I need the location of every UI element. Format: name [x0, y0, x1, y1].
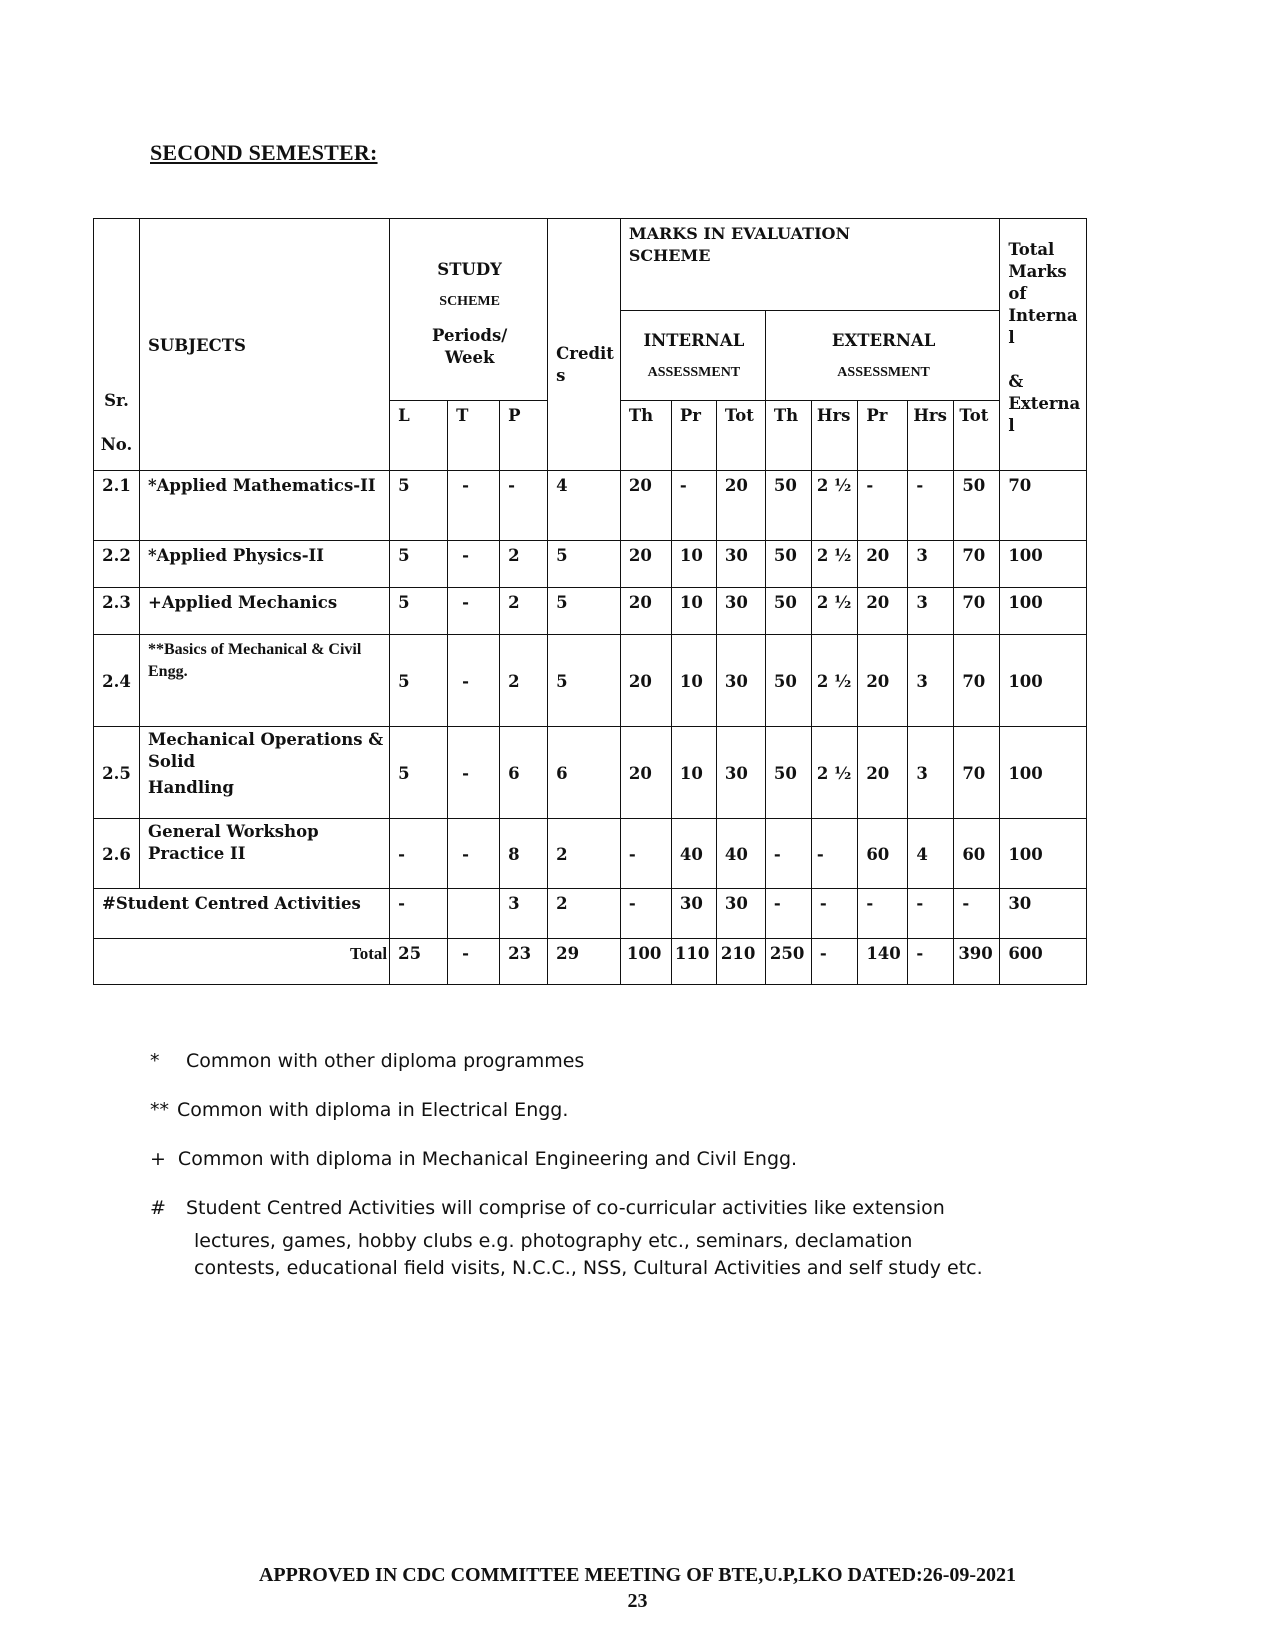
row-subject-line: **Basics of Mechanical & Civil [148, 641, 362, 658]
row-cell: - [620, 819, 671, 889]
row-cell: 20 [620, 588, 671, 635]
page-title: SECOND SEMESTER: [150, 140, 378, 165]
row-subject-line: General Workshop [148, 822, 319, 841]
row-cell: 50 [765, 635, 811, 727]
footnote-common-electrical [150, 1097, 1150, 1124]
row-cell: - [500, 471, 548, 541]
row-cell: 10 [671, 727, 716, 819]
header-total-line1: Total [1008, 240, 1055, 259]
row-cell: 2 ½ [811, 541, 857, 588]
row-cell: 70 [954, 635, 1000, 727]
row-cell: - [448, 635, 500, 727]
row-cell: 30 [716, 889, 765, 939]
total-cell: 110 [671, 939, 716, 985]
row-cell: 50 [765, 471, 811, 541]
row-cell: 2 [548, 819, 621, 889]
row-cell: 3 [500, 889, 548, 939]
table-row-activities [94, 889, 1087, 939]
row-total: 100 [1000, 819, 1087, 889]
row-cell: 20 [858, 541, 908, 588]
footnote-student-activities [150, 1195, 1150, 1222]
row-sr: 2.5 [94, 727, 140, 819]
row-cell: 6 [500, 727, 548, 819]
row-cell: 2 [500, 541, 548, 588]
header-l: L [390, 401, 448, 471]
footnote-symbol: * [150, 1050, 160, 1072]
row-total: 100 [1000, 727, 1087, 819]
row-total: 100 [1000, 541, 1087, 588]
row-total: 70 [1000, 471, 1087, 541]
row-cell: 5 [390, 471, 448, 541]
header-internal-assessment [620, 311, 765, 401]
row-cell: - [448, 819, 500, 889]
row-cell: 2 [548, 889, 621, 939]
row-cell: - [908, 471, 954, 541]
total-cell: - [908, 939, 954, 985]
header-t: T [448, 401, 500, 471]
footnote-symbol: + [150, 1148, 166, 1170]
row-cell [448, 889, 500, 939]
row-cell: 5 [548, 588, 621, 635]
row-cell: - [390, 889, 448, 939]
row-cell: - [620, 889, 671, 939]
header-marks-line2: SCHEME [628, 246, 711, 265]
header-sr-line: Sr. [104, 391, 129, 410]
total-label [94, 939, 390, 985]
header-external-assessment [765, 311, 999, 401]
total-cell: - [448, 939, 500, 985]
footnote-text: Common with diploma in Electrical Engg. [177, 1099, 569, 1121]
row-cell: 3 [908, 541, 954, 588]
activities-label: #Student Centred Activities [94, 889, 390, 939]
header-marks-line1: MARKS IN EVALUATION [628, 224, 851, 243]
row-cell: 30 [716, 727, 765, 819]
total-cell: 25 [390, 939, 448, 985]
row-cell: 70 [954, 588, 1000, 635]
row-cell: 20 [620, 471, 671, 541]
row-sr: 2.3 [94, 588, 140, 635]
row-cell: 50 [765, 727, 811, 819]
footnote-text: Common with diploma in Mechanical Engineering and Civil Engg. [177, 1148, 798, 1170]
row-cell: 20 [620, 635, 671, 727]
row-cell: 20 [620, 727, 671, 819]
row-cell: - [448, 588, 500, 635]
row-sr: 2.2 [94, 541, 140, 588]
row-cell: 4 [548, 471, 621, 541]
header-study-label: STUDY [437, 259, 502, 279]
header-marks-evaluation [620, 219, 999, 311]
footnote-common-other [150, 1048, 1150, 1075]
header-scheme-label: SCHEME [439, 293, 500, 309]
row-subject-line: Handling [148, 778, 234, 797]
total-cell: - [811, 939, 857, 985]
row-cell: - [858, 471, 908, 541]
header-total-line5: l [1008, 328, 1015, 347]
row-cell: 70 [954, 727, 1000, 819]
page-footer [0, 1562, 1275, 1614]
footnote-symbol: # [150, 1197, 166, 1219]
header-internal-sub: ASSESSMENT [647, 364, 741, 380]
header-total-marks [1000, 219, 1087, 471]
approval-line: APPROVED IN CDC COMMITTEE MEETING OF BTE,U.P,LKO DATED:26-09-2021 [258, 1564, 1017, 1586]
total-cell: 29 [548, 939, 621, 985]
row-cell: 30 [716, 541, 765, 588]
header-periods-label: Periods/ [431, 325, 508, 345]
header-credits [548, 219, 621, 471]
row-cell: 5 [548, 541, 621, 588]
row-cell: 2 [500, 635, 548, 727]
table-row [94, 471, 1087, 541]
row-sr: 2.6 [94, 819, 140, 889]
row-cell: - [811, 819, 857, 889]
row-cell: 2 ½ [811, 588, 857, 635]
header-internal-th: Th [620, 401, 671, 471]
row-cell: 30 [716, 635, 765, 727]
row-subject: +Applied Mechanics [140, 588, 390, 635]
row-cell: - [671, 471, 716, 541]
row-cell: 5 [390, 727, 448, 819]
header-total-line2: Marks [1008, 262, 1067, 281]
row-sr: 2.1 [94, 471, 140, 541]
row-cell: 5 [390, 588, 448, 635]
row-cell: 5 [548, 635, 621, 727]
row-total: 30 [1000, 889, 1087, 939]
total-cell: 140 [858, 939, 908, 985]
table-row [94, 819, 1087, 889]
row-subject-line: Engg. [148, 663, 188, 680]
footnote-symbol: ** [150, 1099, 169, 1121]
row-cell: 3 [908, 727, 954, 819]
row-subject [140, 819, 390, 889]
table-row-total [94, 939, 1087, 985]
header-internal-label: INTERNAL [643, 330, 745, 350]
row-subject: *Applied Mathematics-II [140, 471, 390, 541]
table-row [94, 727, 1087, 819]
total-cell: 100 [620, 939, 671, 985]
row-cell: 20 [858, 727, 908, 819]
footnote-continuation: lectures, games, hobby clubs e.g. photography etc., seminars, declamation [194, 1230, 913, 1252]
header-subjects [140, 219, 390, 471]
header-external-tot: Tot [954, 401, 1000, 471]
header-credits-line2: s [556, 365, 566, 385]
row-cell: 2 ½ [811, 727, 857, 819]
footnotes [150, 1048, 1150, 1282]
header-week-label: Week [444, 347, 495, 367]
total-grand: 600 [1000, 939, 1087, 985]
row-cell: 10 [671, 588, 716, 635]
row-cell: - [811, 889, 857, 939]
header-total-line7: Externa [1008, 394, 1081, 413]
row-cell: 30 [716, 588, 765, 635]
row-cell: 50 [765, 541, 811, 588]
row-subject-line: Practice II [148, 844, 246, 863]
header-sr-no [94, 219, 140, 471]
row-subject [140, 727, 390, 819]
row-cell: 60 [954, 819, 1000, 889]
row-cell: 4 [908, 819, 954, 889]
row-cell: - [858, 889, 908, 939]
row-cell: - [954, 889, 1000, 939]
row-cell: 50 [954, 471, 1000, 541]
header-external-th-hrs: Hrs [811, 401, 857, 471]
row-sr: 2.4 [94, 635, 140, 727]
header-credits-line1: Credit [556, 343, 614, 363]
row-cell: - [448, 471, 500, 541]
header-internal-tot: Tot [716, 401, 765, 471]
row-cell: - [765, 819, 811, 889]
header-subjects-label: SUBJECTS [148, 335, 246, 355]
row-cell: 5 [390, 541, 448, 588]
table-row [94, 588, 1087, 635]
row-cell: 30 [671, 889, 716, 939]
header-total-line6: & [1008, 372, 1024, 391]
total-cell: 23 [500, 939, 548, 985]
row-cell: 20 [620, 541, 671, 588]
header-external-sub: ASSESSMENT [837, 364, 930, 380]
row-cell: 2 [500, 588, 548, 635]
row-cell: 20 [858, 635, 908, 727]
header-internal-pr: Pr [671, 401, 716, 471]
row-subject: *Applied Physics-II [140, 541, 390, 588]
header-no-line: No. [100, 435, 133, 454]
row-cell: - [448, 727, 500, 819]
row-cell: 2 ½ [811, 471, 857, 541]
row-cell: - [390, 819, 448, 889]
header-external-pr-hrs: Hrs [908, 401, 954, 471]
footnote-text: Common with other diploma programmes [186, 1050, 585, 1072]
page-number: 23 [627, 1590, 648, 1612]
row-cell: 20 [716, 471, 765, 541]
row-cell: 2 ½ [811, 635, 857, 727]
row-cell: 50 [765, 588, 811, 635]
row-cell: 10 [671, 635, 716, 727]
row-subject [140, 635, 390, 727]
total-cell: 250 [765, 939, 811, 985]
row-cell: 3 [908, 588, 954, 635]
row-cell: 10 [671, 541, 716, 588]
header-external-th: Th [765, 401, 811, 471]
row-cell: 60 [858, 819, 908, 889]
header-total-line4: Interna [1008, 306, 1078, 325]
row-cell: 5 [390, 635, 448, 727]
row-cell: 8 [500, 819, 548, 889]
row-subject-line: Mechanical Operations & [148, 730, 384, 749]
row-subject-line: Solid [148, 752, 195, 771]
row-cell: - [765, 889, 811, 939]
header-study-scheme [390, 219, 548, 401]
row-cell: - [908, 889, 954, 939]
total-cell: 210 [716, 939, 765, 985]
row-cell: 20 [858, 588, 908, 635]
total-cell: 390 [954, 939, 1000, 985]
table-row [94, 635, 1087, 727]
row-cell: 40 [671, 819, 716, 889]
row-cell: 6 [548, 727, 621, 819]
header-p: P [500, 401, 548, 471]
row-cell: 70 [954, 541, 1000, 588]
header-external-label: EXTERNAL [831, 330, 936, 350]
header-external-pr: Pr [858, 401, 908, 471]
footnote-common-mechanical [150, 1146, 1150, 1173]
row-cell: 40 [716, 819, 765, 889]
total-label-text: Total [349, 944, 388, 963]
footnote-continuation: contests, educational field visits, N.C.C., NSS, Cultural Activities and self study etc. [194, 1257, 983, 1279]
header-total-line3: of [1008, 284, 1027, 303]
evaluation-scheme-table [93, 218, 1087, 985]
row-cell: - [448, 541, 500, 588]
row-total: 100 [1000, 635, 1087, 727]
header-total-line8: l [1008, 416, 1015, 435]
row-total: 100 [1000, 588, 1087, 635]
row-cell: 3 [908, 635, 954, 727]
footnote-text: Student Centred Activities will comprise of co-curricular activities like extension [186, 1197, 945, 1219]
table-row [94, 541, 1087, 588]
